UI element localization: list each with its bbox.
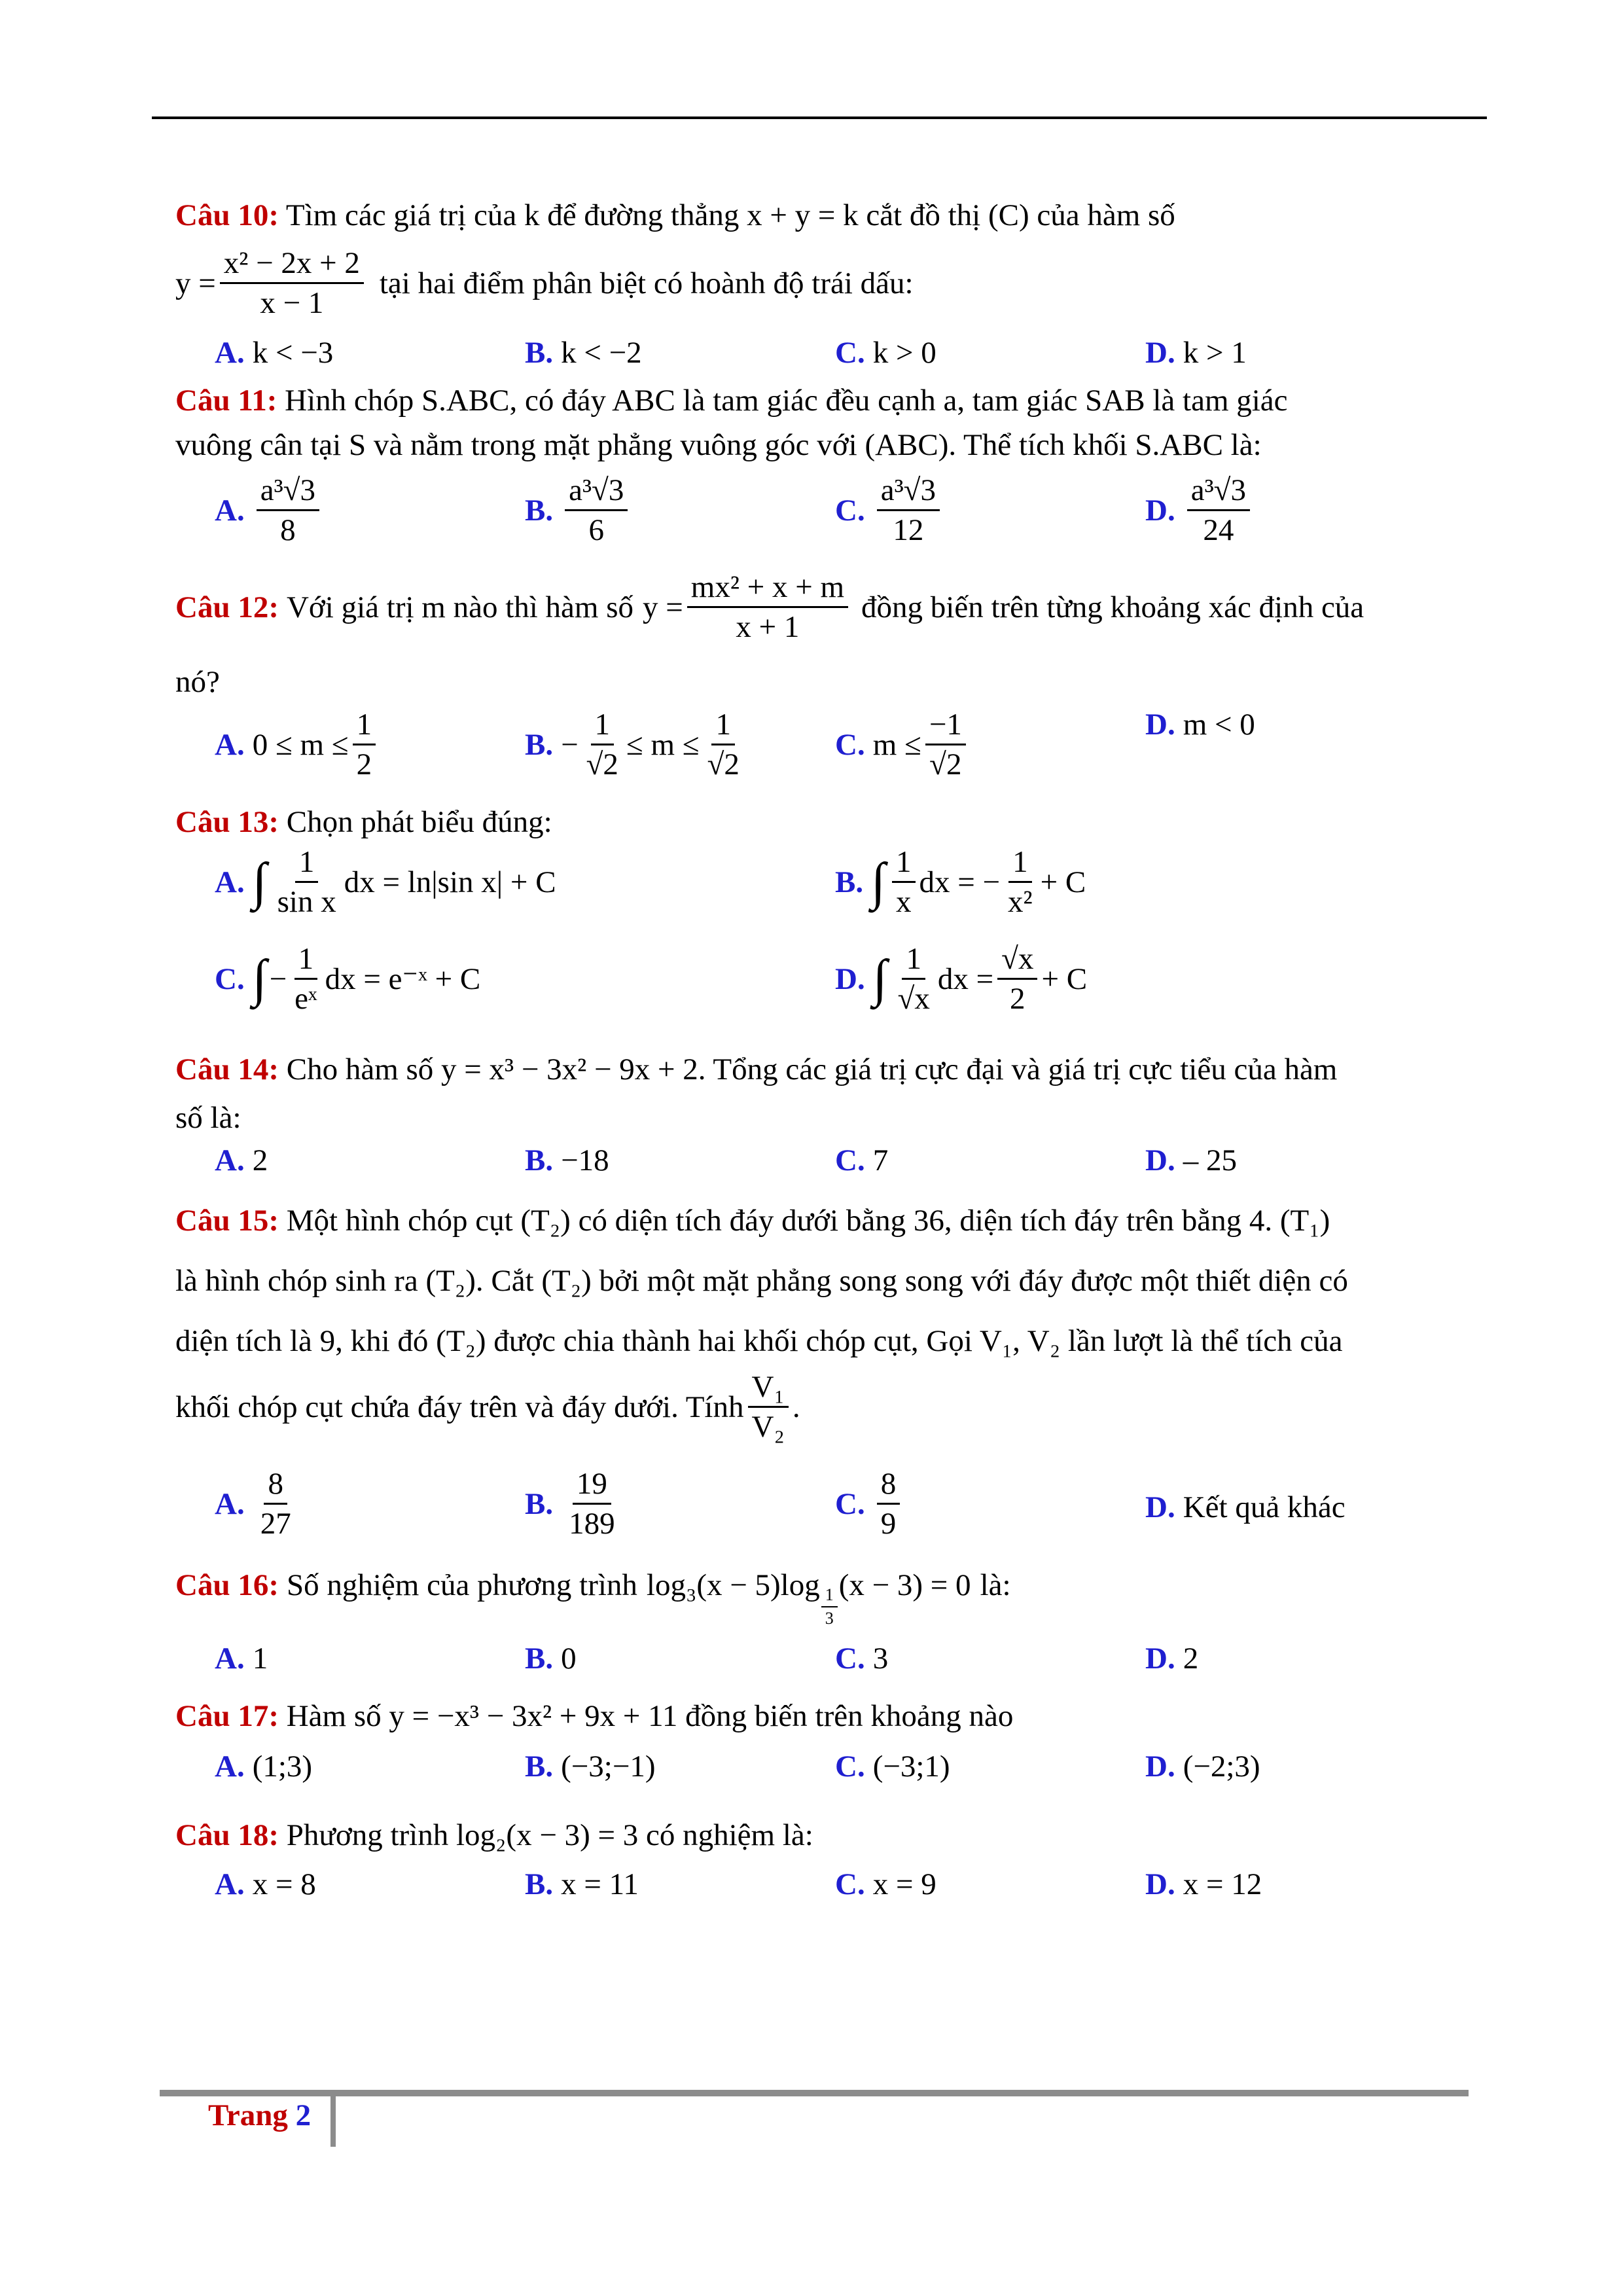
question-11-options <box>215 473 1458 564</box>
denominator: 2 <box>1010 982 1026 1016</box>
q12-option-a[interactable] <box>215 707 380 782</box>
option-label: B. <box>835 865 864 899</box>
question-15-line4-text: khối chóp cụt chứa đáy trên và đáy dưới. Tính <box>175 1390 744 1424</box>
question-15-line2: là hình chóp sinh ra (T₂). Cắt (T₂) bởi một mặt phẳng song song với đáy được một thiết diện có <box>175 1264 1348 1298</box>
q17-option-b[interactable] <box>525 1749 655 1784</box>
option-label: A. <box>215 336 245 370</box>
footer-divider <box>330 2094 336 2147</box>
denominator: √2 <box>929 747 962 782</box>
q16-expr1: log₃(x − 5)log <box>646 1568 820 1602</box>
q10-option-a[interactable] <box>215 335 333 370</box>
question-15-label: Câu 15: <box>175 1204 279 1238</box>
fraction <box>353 707 376 782</box>
question-18-options <box>215 1867 1458 1911</box>
option-value: −18 <box>561 1143 609 1177</box>
q13-option-d[interactable] <box>835 941 1087 1016</box>
question-14-tail: . Tổng các giá trị cực đại và giá trị cực tiểu của hàm <box>698 1052 1338 1086</box>
denominator: 8 <box>280 513 296 548</box>
option-label: A. <box>215 1867 245 1901</box>
integral-icon: ∫ <box>871 852 885 910</box>
option-expr: − <box>561 727 579 762</box>
question-12 <box>175 569 1458 645</box>
option-label: D. <box>1145 1749 1175 1784</box>
question-18 <box>175 1813 1458 1857</box>
question-11-line2: vuông cân tại S và nằm trong mặt phẳng vuông góc với (ABC). Thể tích khối S.ABC là: <box>175 428 1262 462</box>
question-13-text: Chọn phát biểu đúng: <box>286 805 552 839</box>
option-label: A. <box>215 865 245 899</box>
option-label: B. <box>525 727 554 762</box>
question-17-tail: đồng biến trên khoảng nào <box>685 1699 1014 1733</box>
numerator: 1 <box>711 707 735 745</box>
q13-option-a[interactable] <box>215 844 556 920</box>
option-value: (−2;3) <box>1183 1749 1260 1784</box>
header-rule <box>152 117 1487 119</box>
numerator: −1 <box>925 707 966 745</box>
numerator: a³√3 <box>565 473 628 511</box>
q16-expr2: (x − 3) = 0 <box>838 1568 971 1602</box>
q18-option-b[interactable] <box>525 1867 639 1902</box>
question-10 <box>175 193 1458 238</box>
option-value: (1;3) <box>252 1749 313 1784</box>
question-10-formula <box>175 245 1458 321</box>
option-label: B. <box>525 336 554 370</box>
q17-option-a[interactable] <box>215 1749 312 1784</box>
option-expr: m ≤ <box>872 727 921 762</box>
page-number: 2 <box>295 2098 312 2132</box>
option-label: C. <box>835 1749 865 1784</box>
option-label: D. <box>1145 1641 1175 1676</box>
question-10-options <box>215 335 1458 380</box>
numerator: 1 <box>892 844 916 883</box>
fraction <box>877 1466 901 1541</box>
option-value: x = 11 <box>561 1867 639 1901</box>
q11-option-b[interactable] <box>525 473 632 548</box>
question-11-label: Câu 11: <box>175 384 277 418</box>
fraction <box>257 1466 295 1541</box>
numerator: 8 <box>264 1466 287 1505</box>
q16-base-denominator: 3 <box>825 1608 834 1628</box>
option-expr: ≤ m ≤ <box>626 727 700 762</box>
q17-option-c[interactable] <box>835 1749 950 1784</box>
q15-option-c[interactable] <box>835 1466 904 1541</box>
q15-fraction <box>748 1369 789 1444</box>
q13-option-b[interactable] <box>835 844 1086 920</box>
question-14-expr: y = x³ − 3x² − 9x + 2 <box>441 1052 698 1086</box>
option-label: C. <box>835 727 865 762</box>
option-label: C. <box>215 961 245 996</box>
option-expr: dx = − <box>919 865 1001 899</box>
question-16-tail: là: <box>980 1568 1011 1602</box>
q16-base-numerator: 1 <box>821 1585 838 1607</box>
q14-option-c[interactable] <box>835 1143 888 1178</box>
option-value: 1 <box>252 1641 268 1676</box>
option-label: D. <box>1145 493 1175 528</box>
option-value: 2 <box>1183 1641 1199 1676</box>
fraction <box>257 473 319 548</box>
q14-option-d[interactable] <box>1145 1143 1237 1178</box>
denominator: 9 <box>880 1507 897 1541</box>
option-value: k > 0 <box>872 336 936 370</box>
option-expr: + C <box>1041 961 1088 996</box>
option-value: x = 9 <box>872 1867 936 1901</box>
numerator: 8 <box>877 1466 901 1505</box>
q18-option-a[interactable] <box>215 1867 316 1902</box>
option-value: k < −3 <box>252 336 334 370</box>
q13-option-c[interactable] <box>215 941 480 1016</box>
fraction <box>704 707 743 782</box>
option-expr: dx = ln|sin x| + C <box>344 865 556 899</box>
question-15-line3: diện tích là 9, khi đó (T₂) được chia thành hai khối chóp cụt, Gọi V₁, V₂ lần lượt là thể tích của <box>175 1324 1343 1358</box>
question-16-label: Câu 16: <box>175 1568 279 1602</box>
question-14-text: Cho hàm số <box>286 1052 434 1086</box>
fraction <box>894 941 934 1016</box>
integral-icon: ∫ <box>252 852 267 910</box>
q15-option-d[interactable] <box>1145 1490 1346 1525</box>
q15-period: . <box>792 1390 800 1424</box>
question-18-expr: log₂(x − 3) = 3 <box>455 1818 639 1852</box>
option-expr: 0 ≤ m ≤ <box>252 727 349 762</box>
question-17-text: Hàm số <box>286 1699 382 1733</box>
question-13-options-row2 <box>215 941 1458 1033</box>
q10-option-c[interactable] <box>835 335 936 370</box>
option-label: A. <box>215 1143 245 1177</box>
option-expr: + C <box>1040 865 1086 899</box>
denominator: 189 <box>569 1507 615 1541</box>
q11-option-c[interactable] <box>835 473 944 548</box>
question-14-label: Câu 14: <box>175 1052 279 1086</box>
denominator: 24 <box>1203 513 1234 548</box>
q10-denominator: x − 1 <box>260 286 324 321</box>
question-17-options <box>215 1749 1458 1793</box>
option-label: A. <box>215 1749 245 1784</box>
denominator: √x <box>897 982 930 1016</box>
question-15-line4 <box>175 1369 1458 1444</box>
option-value: – 25 <box>1183 1143 1237 1177</box>
q16-option-b[interactable] <box>525 1641 577 1676</box>
option-value: x = 12 <box>1183 1867 1262 1901</box>
question-12-text: Với giá trị m nào thì hàm số <box>286 590 634 624</box>
q18-option-d[interactable] <box>1145 1867 1262 1902</box>
footer-rule <box>160 2090 1469 2096</box>
option-label: B. <box>525 1486 554 1521</box>
q11-option-d[interactable] <box>1145 473 1254 548</box>
q12-fraction <box>687 569 848 645</box>
option-label: B. <box>525 1749 554 1784</box>
q12-option-c[interactable] <box>835 707 970 782</box>
q10-tail: tại hai điểm phân biệt có hoành độ trái dấu: <box>379 266 914 300</box>
question-13-label: Câu 13: <box>175 805 279 839</box>
q18-option-c[interactable] <box>835 1867 936 1902</box>
option-value: 3 <box>872 1641 889 1676</box>
option-value: 0 <box>561 1641 577 1676</box>
denominator: √2 <box>707 747 740 782</box>
option-label: C. <box>835 493 865 528</box>
q16-option-c[interactable] <box>835 1641 888 1676</box>
option-label: B. <box>525 1641 554 1676</box>
page-footer <box>208 2098 311 2133</box>
q15-option-a[interactable] <box>215 1466 299 1541</box>
denominator: 2 <box>356 747 372 782</box>
fraction <box>892 844 916 920</box>
numerator: 1 <box>295 844 319 883</box>
question-16 <box>175 1563 1458 1628</box>
fraction <box>582 707 622 782</box>
question-17-expr: y = −x³ − 3x² + 9x + 11 <box>389 1699 678 1733</box>
q15-numerator: V₁ <box>748 1369 789 1408</box>
question-12-tail: đồng biến trên từng khoảng xác định của <box>861 590 1364 624</box>
denominator: x <box>896 885 912 920</box>
fraction <box>1004 844 1037 920</box>
fraction <box>877 473 940 548</box>
numerator: a³√3 <box>877 473 940 511</box>
option-value: 2 <box>252 1143 268 1177</box>
integral-icon: ∫ <box>252 949 267 1007</box>
q10-fraction <box>220 245 364 321</box>
numerator: √x <box>997 941 1037 980</box>
q11-option-a[interactable] <box>215 473 323 548</box>
fraction <box>291 941 321 1016</box>
option-value: k < −2 <box>561 336 642 370</box>
question-17 <box>175 1694 1458 1738</box>
fraction <box>997 941 1037 1016</box>
q16-option-d[interactable] <box>1145 1641 1198 1676</box>
page-label: Trang <box>208 2098 288 2132</box>
question-12-label: Câu 12: <box>175 590 279 624</box>
q12-option-b[interactable] <box>525 707 747 782</box>
q17-option-d[interactable] <box>1145 1749 1260 1784</box>
q12-numerator: mx² + x + m <box>687 569 848 608</box>
option-value: Kết quả khác <box>1183 1490 1346 1524</box>
question-14 <box>175 1047 1458 1092</box>
option-label: D. <box>1145 708 1175 742</box>
denominator: eˣ <box>294 982 317 1016</box>
numerator: 19 <box>573 1466 611 1505</box>
q12-option-d[interactable] <box>1145 707 1255 742</box>
option-label: A. <box>215 1641 245 1676</box>
numerator: 1 <box>1008 844 1032 883</box>
question-14-options <box>215 1143 1458 1187</box>
option-label: A. <box>215 493 245 528</box>
q10-option-b[interactable] <box>525 335 642 370</box>
q10-option-d[interactable] <box>1145 335 1247 370</box>
numerator: 1 <box>902 941 925 980</box>
question-11-line1: Hình chóp S.ABC, có đáy ABC là tam giác đều cạnh a, tam giác SAB là tam giác <box>285 384 1288 418</box>
numerator: a³√3 <box>257 473 319 511</box>
q15-denominator: V₂ <box>751 1410 785 1444</box>
option-label: C. <box>835 1143 865 1177</box>
q10-numerator: x² − 2x + 2 <box>220 245 364 284</box>
fraction <box>1187 473 1250 548</box>
question-18-tail: có nghiệm là: <box>645 1818 813 1852</box>
q16-log-base <box>821 1585 838 1628</box>
option-label: A. <box>215 727 245 762</box>
option-label: D. <box>1145 1143 1175 1177</box>
q16-option-a[interactable] <box>215 1641 268 1676</box>
question-18-text: Phương trình <box>286 1818 449 1852</box>
option-label: D. <box>1145 1867 1175 1901</box>
option-label: D. <box>1145 336 1175 370</box>
option-expr: dx = e⁻ˣ + C <box>325 962 481 997</box>
question-15 <box>175 1191 1458 1250</box>
fraction <box>274 844 340 920</box>
q15-option-b[interactable] <box>525 1466 623 1541</box>
option-value: 7 <box>872 1143 889 1177</box>
question-12-line2: nó? <box>175 665 220 699</box>
numerator: a³√3 <box>1187 473 1250 511</box>
option-value: m < 0 <box>1183 708 1255 742</box>
option-label: A. <box>215 1486 245 1521</box>
option-value: k > 1 <box>1183 336 1247 370</box>
fraction <box>925 707 966 782</box>
question-10-label: Câu 10: <box>175 198 279 232</box>
option-label: C. <box>835 1641 865 1676</box>
option-label: D. <box>835 961 865 996</box>
q14-option-b[interactable] <box>525 1143 609 1178</box>
denominator: 12 <box>893 513 924 548</box>
question-16-text: Số nghiệm của phương trình <box>286 1568 637 1602</box>
fraction <box>565 1466 619 1541</box>
option-expr: dx = <box>937 961 994 996</box>
option-label: B. <box>525 1143 554 1177</box>
question-15-options <box>215 1466 1458 1558</box>
question-15-line1: Một hình chóp cụt (T₂) có diện tích đáy dưới bằng 36, diện tích đáy trên bằng 4. (T₁) <box>286 1204 1330 1238</box>
option-expr: − <box>269 961 287 996</box>
denominator: √2 <box>586 747 618 782</box>
question-13 <box>175 800 1458 844</box>
question-10-text: Tìm các giá trị của k để đường thẳng x + y = k cắt đồ thị (C) của hàm số <box>285 198 1175 232</box>
numerator: 1 <box>591 707 615 745</box>
option-value: (−3;−1) <box>561 1749 656 1784</box>
integral-icon: ∫ <box>872 949 887 1007</box>
fraction <box>565 473 628 548</box>
option-label: C. <box>835 1486 865 1521</box>
question-13-options-row1 <box>215 844 1458 936</box>
q12-lhs: y = <box>643 590 683 624</box>
denominator: x² <box>1008 885 1033 920</box>
question-16-options <box>215 1641 1458 1685</box>
denominator: 6 <box>588 513 604 548</box>
option-value: x = 8 <box>252 1867 316 1901</box>
q12-denominator: x + 1 <box>736 610 800 645</box>
option-label: C. <box>835 336 865 370</box>
question-17-label: Câu 17: <box>175 1699 279 1733</box>
option-label: D. <box>1145 1490 1175 1524</box>
q10-lhs: y = <box>175 266 216 300</box>
denominator: 27 <box>260 1507 291 1541</box>
option-label: C. <box>835 1867 865 1901</box>
question-12-options <box>215 707 1458 798</box>
option-label: B. <box>525 493 554 528</box>
denominator: sin x <box>277 885 336 920</box>
question-18-label: Câu 18: <box>175 1818 279 1852</box>
q14-option-a[interactable] <box>215 1143 268 1178</box>
question-14-line2: số là: <box>175 1101 241 1135</box>
numerator: 1 <box>294 941 318 980</box>
question-11 <box>175 378 1458 423</box>
option-label: B. <box>525 1867 554 1901</box>
numerator: 1 <box>353 707 376 745</box>
option-value: (−3;1) <box>872 1749 950 1784</box>
